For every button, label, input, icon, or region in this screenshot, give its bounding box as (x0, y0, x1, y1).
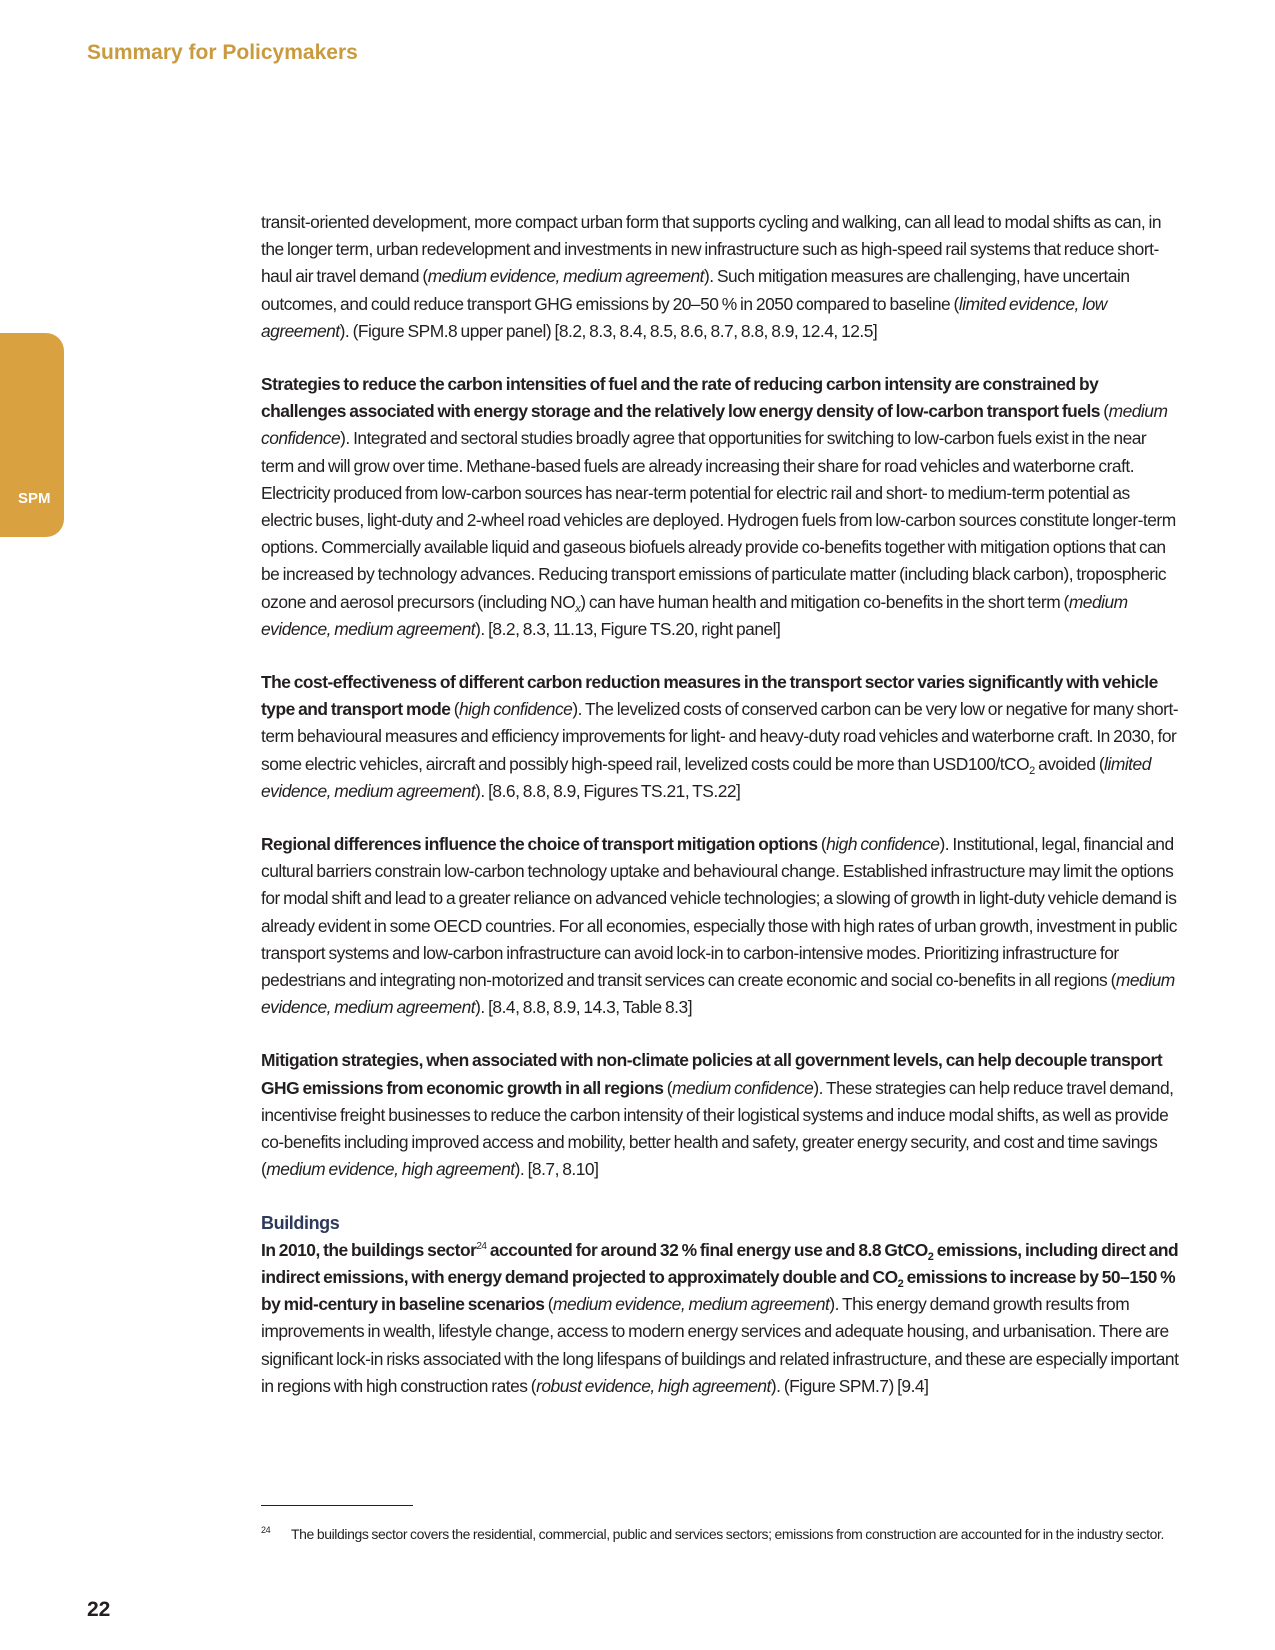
section-heading-buildings: Buildings (261, 1212, 340, 1233)
footnote-text: The buildings sector covers the residential, commercial, public and services sectors; emissions from construction are accounted for in the industry sector. (291, 1526, 1164, 1542)
paragraph-mitigation-strategies: Mitigation strategies, when associated with non-climate policies at all government levels, can help decouple transport GHG emissions from economic growth in all regions (medium confidence). These strategies can help reduce travel demand, incentivise freight businesses to reduce the carbon intensity of their logistical systems and induce modal shifts, as well as provide co-benefits including improved access and mobility, better health and safety, greater energy security, and cost and time savings (medium evidence, high agreement). [8.7, 8.10] (261, 1050, 1174, 1180)
spm-side-tab-label: SPM (18, 490, 51, 507)
body-text (261, 209, 1181, 1426)
paragraph-carbon-intensity: Strategies to reduce the carbon intensities of fuel and the rate of reducing carbon intensity are constrained by challenges associated with energy storage and the relatively low energy density of low-carbon transport fuels (medium confidence). Integrated and sectoral studies broadly agree that opportunities for switching to low-carbon fuels exist in the near term and will grow over time. Methane-based fuels are already increasing their share for road vehicles and waterborne craft. Electricity produced from low-carbon sources has near-term potential for electric rail and short- to medium-term potential as electric buses, light-duty and 2-wheel road vehicles are deployed. Hydrogen fuels from low-carbon sources constitute longer-term options. Commercially available liquid and gaseous biofuels already provide co-benefits together with mitigation options that can be increased by technology advances. Reducing transport emissions of particulate matter (including black carbon), tropospheric ozone and aerosol precursors (including $NO_x$) can have human health and mitigation co-benefits in the short term (medium evidence, medium agreement). [8.2, 8.3, 11.13, Figure TS.20, right panel] (261, 374, 1176, 639)
footnote (261, 1524, 1181, 1545)
paragraph-modal-shifts: transit-oriented development, more compact urban form that supports cycling and walking, can all lead to modal shifts as can, in the longer term, urban redevelopment and investments in new infrastructure such as high-speed rail systems that reduce short-haul air travel demand (medium evidence, medium agreement). Such mitigation measures are challenging, have uncertain outcomes, and could reduce transport GHG emissions by 20–50 % in 2050 compared to baseline (limited evidence, low agreement). (Figure SPM.8 upper panel) [8.2, 8.3, 8.4, 8.5, 8.6, 8.7, 8.8, 8.9, 12.4, 12.5] (261, 212, 1162, 341)
paragraph-cost-effectiveness: The cost-effectiveness of different carbon reduction measures in the transport sector varies significantly with vehicle type and transport mode (high confidence). The levelized costs of conserved carbon can be very low or negative for many short-term behavioural measures and efficiency improvements for light- and heavy-duty road vehicles and waterborne craft. In 2030, for some electric vehicles, aircraft and possibly high-speed rail, levelized costs could be more than USD100/tCO$_2$ avoided (limited evidence, medium agreement). [8.6, 8.8, 8.9, Figures TS.21, TS.22] (261, 672, 1179, 801)
paragraph-regional-differences: Regional differences influence the choice of transport mitigation options (high confidence). Institutional, legal, financial and cultural barriers constrain low-carbon technology uptake and behavioural change. Established infrastructure may limit the options for modal shift and lead to a greater reliance on advanced vehicle technologies; a slowing of growth in light-duty vehicle demand is already evident in some OECD countries. For all economies, especially those with high rates of urban growth, investment in public transport systems and low-carbon infrastructure can avoid lock-in to carbon-intensive modes. Prioritizing infrastructure for pedestrians and integrating non-motorized and transit services can create economic and social co-benefits in all regions (medium evidence, medium agreement). [8.4, 8.8, 8.9, 14.3, Table 8.3] (261, 834, 1177, 1018)
running-title: Summary for Policymakers (87, 41, 358, 64)
paragraph-buildings: In 2010, the buildings sector$^{24}$ accounted for around 32 % final energy use and 8.8 GtCO$_2$ emissions, including direct and indirect emissions, with energy demand projected to approximately double and $CO_2$ emissions to increase by 50–150 % by mid-century in baseline scenarios (medium evidence, medium agreement). This energy demand growth results from improvements in wealth, lifestyle change, access to modern energy services and adequate housing, and urbanisation. There are significant lock-in risks associated with the long lifespans of buildings and related infrastructure, and these are especially important in regions with high construction rates (robust evidence, high agreement). (Figure SPM.7) [9.4] (261, 1239, 1179, 1396)
page-number: 22 (87, 1598, 111, 1621)
footnote-number: 24 (261, 1525, 271, 1535)
footnote-divider (261, 1505, 413, 1506)
footnote-ref: 24 (476, 1240, 487, 1252)
